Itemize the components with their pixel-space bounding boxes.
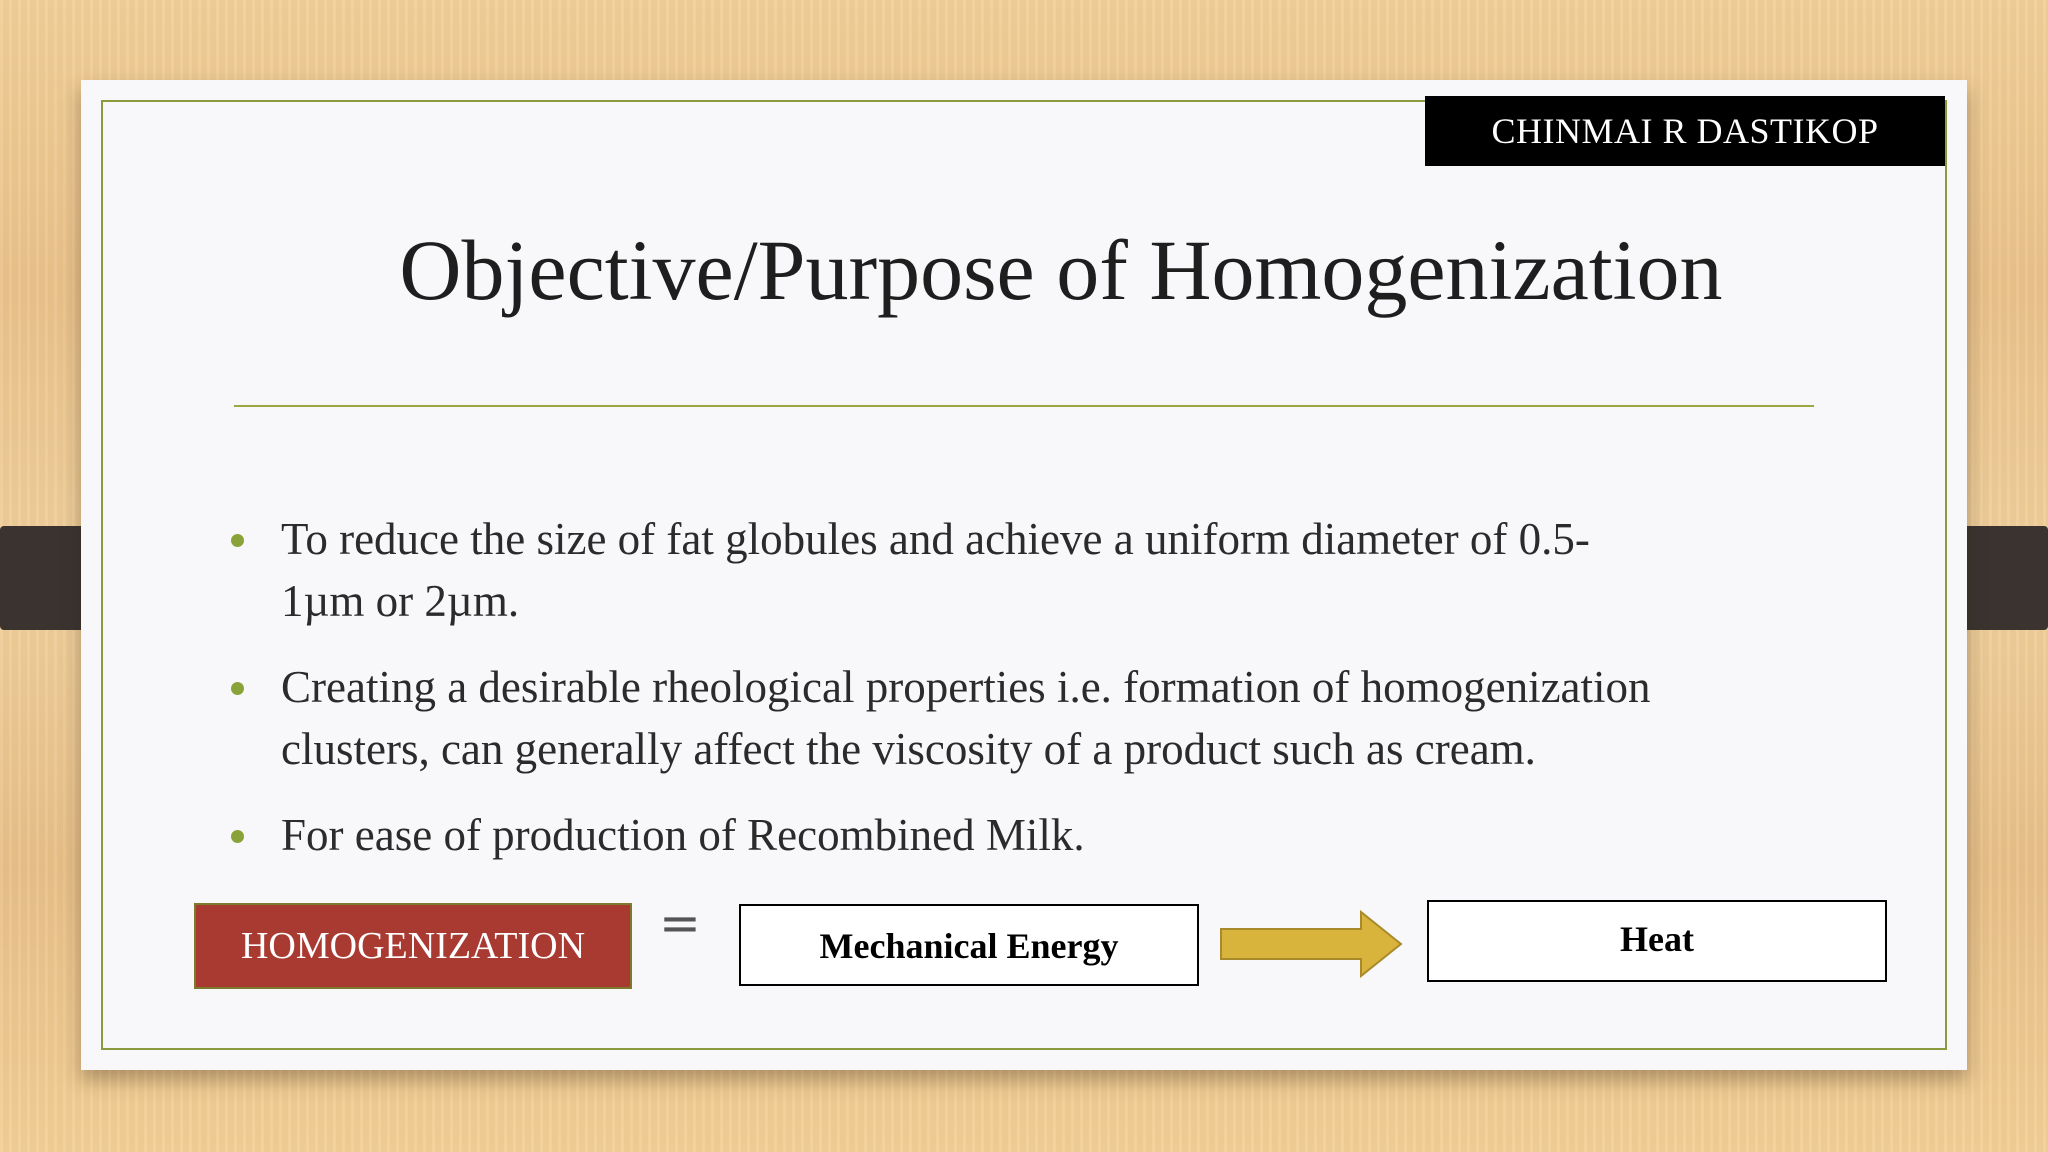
bullet-item <box>231 508 1881 632</box>
bullet-item <box>231 656 1881 780</box>
bullet-list <box>231 508 1881 890</box>
bullet-item <box>231 804 1881 866</box>
title-divider <box>234 405 1814 407</box>
mechanical-energy-box: Mechanical Energy <box>739 904 1199 986</box>
bullet-text-line: clusters, can generally affect the viscosity of a product such as cream. <box>281 724 1536 774</box>
slide-title: Objective/Purpose of Homogenization <box>399 222 1723 318</box>
homogenization-label: HOMOGENIZATION <box>194 903 632 989</box>
slide <box>81 80 1967 1070</box>
bullet-text-line: For ease of production of Recombined Milk. <box>281 810 1085 860</box>
bullet-text-line: Creating a desirable rheological properties i.e. formation of homogenization <box>281 662 1651 712</box>
bullet-text-line: 1µm or 2µm. <box>281 576 520 626</box>
heat-box: Heat <box>1427 900 1887 982</box>
right-arrow-icon <box>1219 909 1405 979</box>
bullet-text-line: To reduce the size of fat globules and achieve a uniform diameter of 0.5- <box>281 514 1590 564</box>
equals-sign: = <box>659 894 701 952</box>
bullet-dot-icon <box>231 534 244 547</box>
bullet-dot-icon <box>231 830 244 843</box>
author-tag: CHINMAI R DASTIKOP <box>1425 96 1945 166</box>
bullet-dot-icon <box>231 682 244 695</box>
